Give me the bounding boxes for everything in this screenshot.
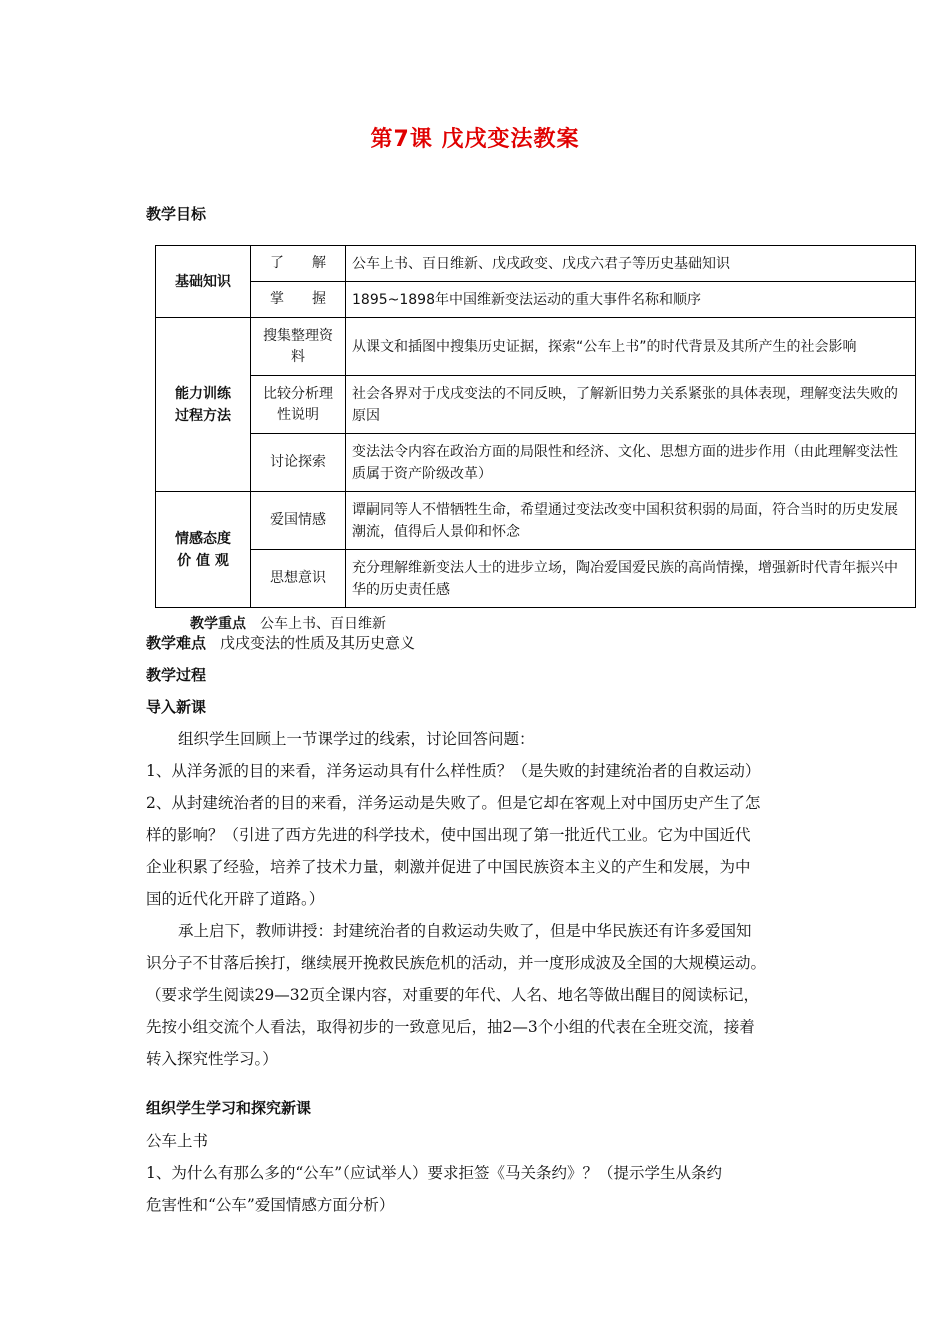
sub-cell: 了 解 (251, 246, 346, 282)
subsection-title: 公车上书 (146, 1132, 209, 1150)
table-row (156, 282, 916, 318)
sub-cell: 掌 握 (251, 282, 346, 318)
table-row (156, 492, 916, 550)
body-line: 1、从洋务派的目的来看，洋务运动具有什么样性质？（是失败的封建统治者的自救运动） (146, 762, 761, 780)
table-row (156, 376, 916, 434)
category-cell: 基础知识 (156, 246, 251, 318)
sub-cell: 搜集整理资料 (251, 318, 346, 376)
body-line: （要求学生阅读29—32页全课内容，对重要的年代、人名、地名等做出醒目的阅读标记， (146, 986, 759, 1004)
question-line: 1、为什么有那么多的“公车”（应试举人）要求拒签《马关条约》？（提示学生从条约 (146, 1164, 722, 1182)
body-line: 识分子不甘落后挨打，继续展开挽救民族危机的活动，并一度形成波及全国的大规模运动。 (146, 954, 767, 972)
body-line: 组织学生回顾上一节课学过的线索，讨论回答问题： (178, 730, 535, 748)
sub-cell: 爱国情感 (251, 492, 346, 550)
body-line: 国的近代化开辟了道路。） (146, 890, 325, 908)
sub-cell: 讨论探索 (251, 434, 346, 492)
sub-cell: 比较分析理性说明 (251, 376, 346, 434)
table-row (156, 434, 916, 492)
section-heading: 组织学生学习和探究新课 (146, 1099, 312, 1117)
body-line: 承上启下，教师讲授：封建统治者的自救运动失败了，但是中华民族还有许多爱国知 (178, 922, 752, 940)
desc-cell: 公车上书、百日维新、戊戌政变、戊戌六君子等历史基础知识 (346, 246, 916, 282)
table-row (156, 246, 916, 282)
sub-cell: 思想意识 (251, 550, 346, 608)
body-line: 先按小组交流个人看法，取得初步的一致意见后，抽2—3个小组的代表在全班交流，接着 (146, 1018, 755, 1036)
table-row (156, 318, 916, 376)
key-point-label: 教学重点 (190, 616, 246, 632)
category-line: 过程方法 (175, 407, 231, 424)
desc-cell: 社会各界对于戊戌变法的不同反映，了解新旧势力关系紧张的具体表现，理解变法失败的原因 (346, 376, 916, 434)
desc-cell: 1895~1898年中国维新变法运动的重大事件名称和顺序 (346, 282, 916, 318)
difficulty-text: 戊戌变法的性质及其历史意义 (220, 634, 416, 652)
body-line: 样的影响？（引进了西方先进的科学技术，使中国出现了第一批近代工业。它为中国近代 (146, 826, 751, 844)
body-line: 转入探究性学习。） (146, 1050, 278, 1068)
difficulty (146, 632, 415, 653)
intro-heading: 导入新课 (146, 698, 207, 716)
question-line: 危害性和“公车”爱国情感方面分析） (146, 1196, 395, 1214)
category-line: 能力训练 (175, 385, 231, 402)
desc-cell: 谭嗣同等人不惜牺牲生命，希望通过变法改变中国积贫积弱的局面，符合当时的历史发展潮流，值得后人景仰和怀念 (346, 492, 916, 550)
goals-heading: 教学目标 (146, 205, 207, 223)
category-cell (156, 318, 251, 492)
desc-cell: 从课文和插图中搜集历史证据，探索“公车上书”的时代背景及其所产生的社会影响 (346, 318, 916, 376)
body-line: 2、从封建统治者的目的来看，洋务运动是失败了。但是它却在客观上对中国历史产生了怎 (146, 794, 761, 812)
category-line: 情感态度 (175, 530, 231, 547)
difficulty-label: 教学难点 (146, 634, 207, 652)
desc-cell: 变法法令内容在政治方面的局限性和经济、文化、思想方面的进步作用（由此理解变法性质属于资产阶级改革） (346, 434, 916, 492)
goals-table (155, 245, 916, 608)
key-point-text: 公车上书、百日维新 (260, 616, 386, 632)
category-cell (156, 492, 251, 608)
process-heading: 教学过程 (146, 666, 207, 684)
table-row (156, 550, 916, 608)
category-line: 价 值 观 (177, 552, 229, 569)
page-title: 第7课 戊戌变法教案 (370, 127, 580, 152)
desc-cell: 充分理解维新变法人士的进步立场，陶冶爱国爱民族的高尚情操，增强新时代青年振兴中华的历史责任感 (346, 550, 916, 608)
key-point (190, 613, 386, 633)
body-line: 企业积累了经验，培养了技术力量，刺激并促进了中国民族资本主义的产生和发展，为中 (146, 858, 751, 876)
